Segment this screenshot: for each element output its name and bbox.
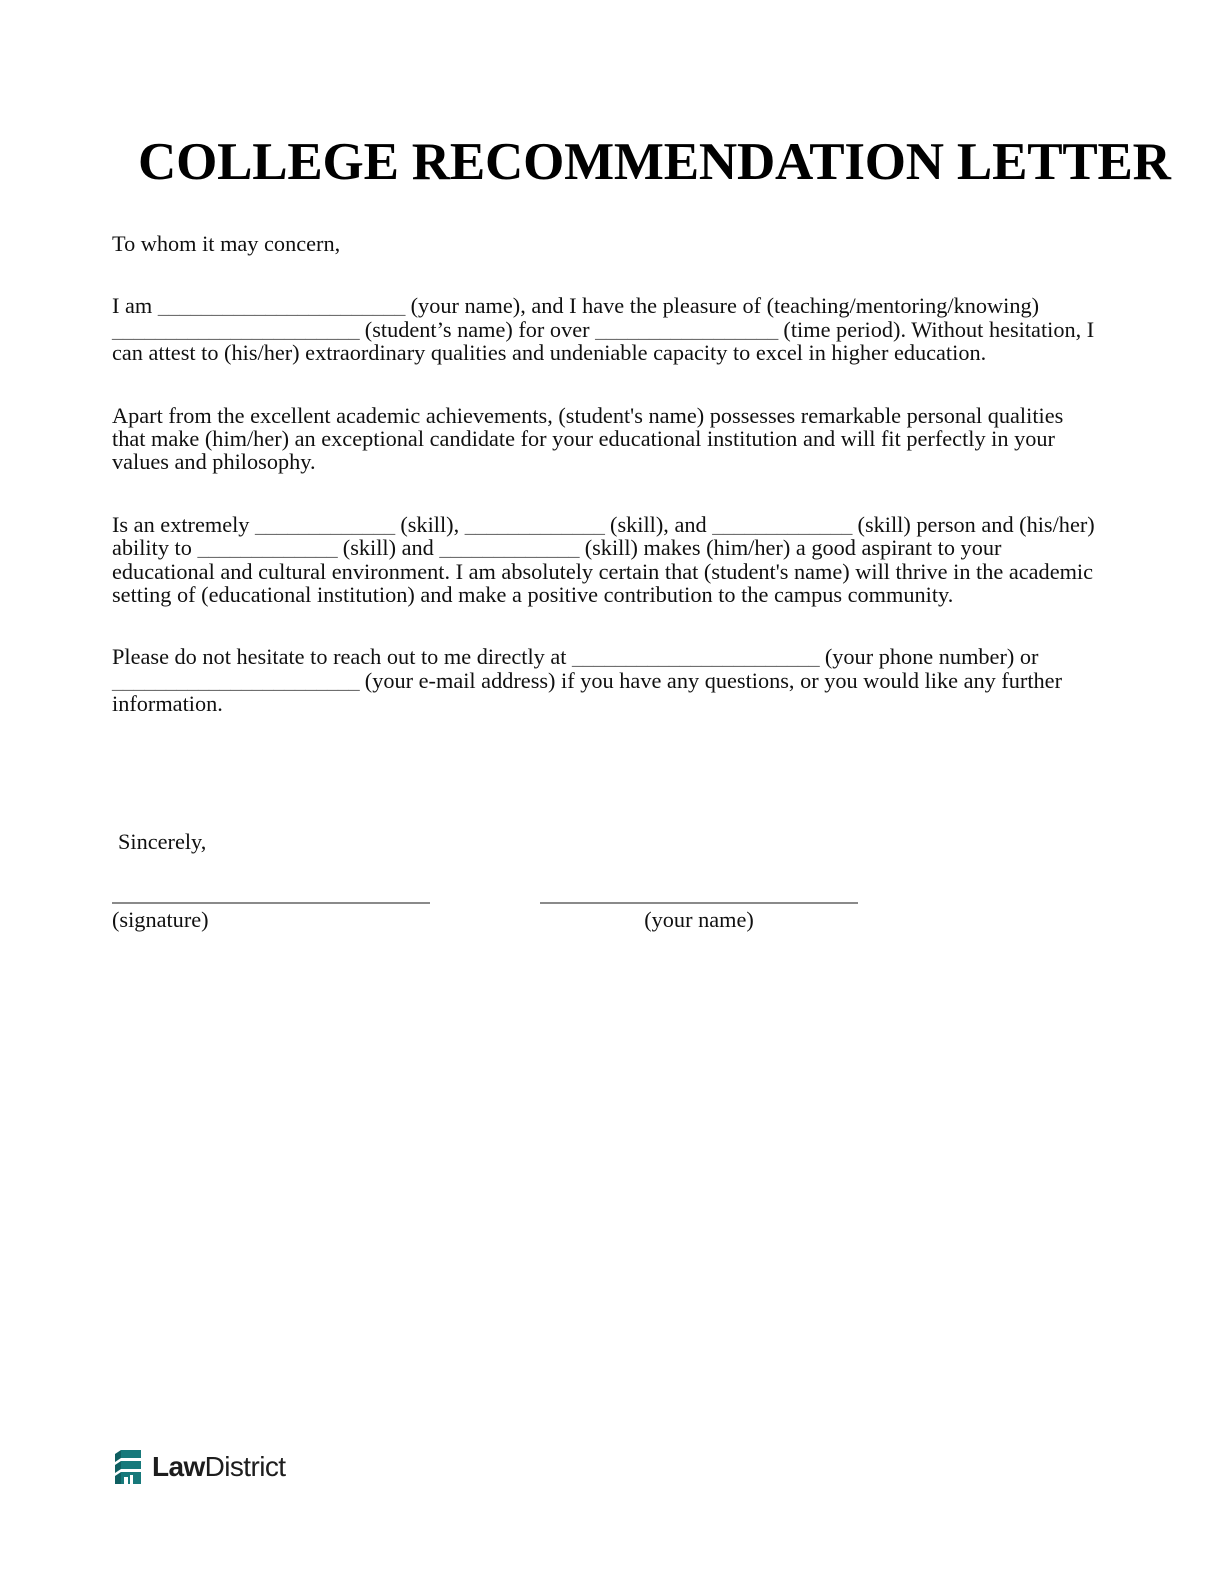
blank-skill-3[interactable]: _____________ (712, 511, 852, 537)
blank-phone-number[interactable]: _______________________ (572, 644, 820, 670)
p1-segment-a: I am (112, 293, 158, 319)
p3-segment-c: (skill), and (604, 511, 713, 537)
blank-student-name[interactable]: _______________________ (112, 316, 360, 342)
signature-caption: (signature) (112, 907, 209, 932)
blank-email-address[interactable]: _______________________ (112, 667, 360, 693)
paragraph-1 (112, 294, 1097, 364)
blank-skill-1[interactable]: _____________ (255, 511, 395, 537)
p1-segment-d: (time period). Without hesitation, I can attest to (his/her) extraordinary qualities and undeniable capacity to excel in higher education. (112, 316, 1095, 366)
p4-segment-b: (your phone number) or (819, 644, 1039, 670)
p3-segment-d: (skill) person and (his/her) ability to (112, 511, 1095, 561)
lawdistrict-logo[interactable] (113, 1448, 285, 1486)
paragraph-4 (112, 645, 1097, 715)
blank-time-period[interactable]: _________________ (595, 316, 778, 342)
name-block (540, 902, 858, 932)
logo-wordmark (152, 1452, 285, 1482)
page-title: COLLEGE RECOMMENDATION LETTER (138, 132, 1171, 191)
closing-line: Sincerely, (118, 829, 207, 854)
signature-row (112, 902, 872, 962)
p3-segment-f: (skill) makes (him/her) a good aspirant to your educational and cultural environment. I am absolutely certain that (student's name) will thrive in the academic setting of (educational institution) and make a positive contribution to the campus community. (112, 535, 1094, 608)
letter-body (112, 232, 1097, 716)
p1-segment-c: (student’s name) for over (359, 316, 596, 342)
p3-segment-b: (skill), (394, 511, 465, 537)
p3-segment-a: Is an extremely (112, 511, 256, 537)
name-caption: (your name) (644, 907, 754, 932)
p4-segment-a: Please do not hesitate to reach out to me directly at (112, 644, 573, 670)
p4-segment-c: (your e-mail address) if you have any questions, or you would like any further information. (112, 667, 1063, 717)
signature-line[interactable] (112, 902, 430, 904)
paragraph-2 (112, 404, 1097, 474)
p2-text: Apart from the excellent academic achievements, (student's name) possesses remarkable personal qualities that make (him/her) an exceptional candidate for your educational institution and will fit perfectly in your values and philosophy. (112, 402, 1064, 475)
salutation (112, 232, 1097, 255)
logo-word-law: Law (152, 1451, 205, 1482)
logo-word-district: District (204, 1451, 286, 1482)
p1-segment-b: (your name), and I have the pleasure of (teaching/mentoring/knowing) (405, 293, 1040, 319)
blank-your-name[interactable]: _______________________ (157, 293, 406, 319)
p3-segment-e: (skill) and (337, 535, 440, 561)
signature-block (112, 902, 430, 932)
blank-skill-5[interactable]: _____________ (439, 535, 580, 561)
blank-skill-4[interactable]: _____________ (197, 535, 338, 561)
blank-skill-2[interactable]: _____________ (464, 511, 605, 537)
salutation-text: To whom it may concern, (112, 231, 341, 256)
paragraph-3 (112, 513, 1097, 607)
name-line[interactable] (540, 902, 858, 904)
stacked-books-icon (113, 1448, 143, 1486)
